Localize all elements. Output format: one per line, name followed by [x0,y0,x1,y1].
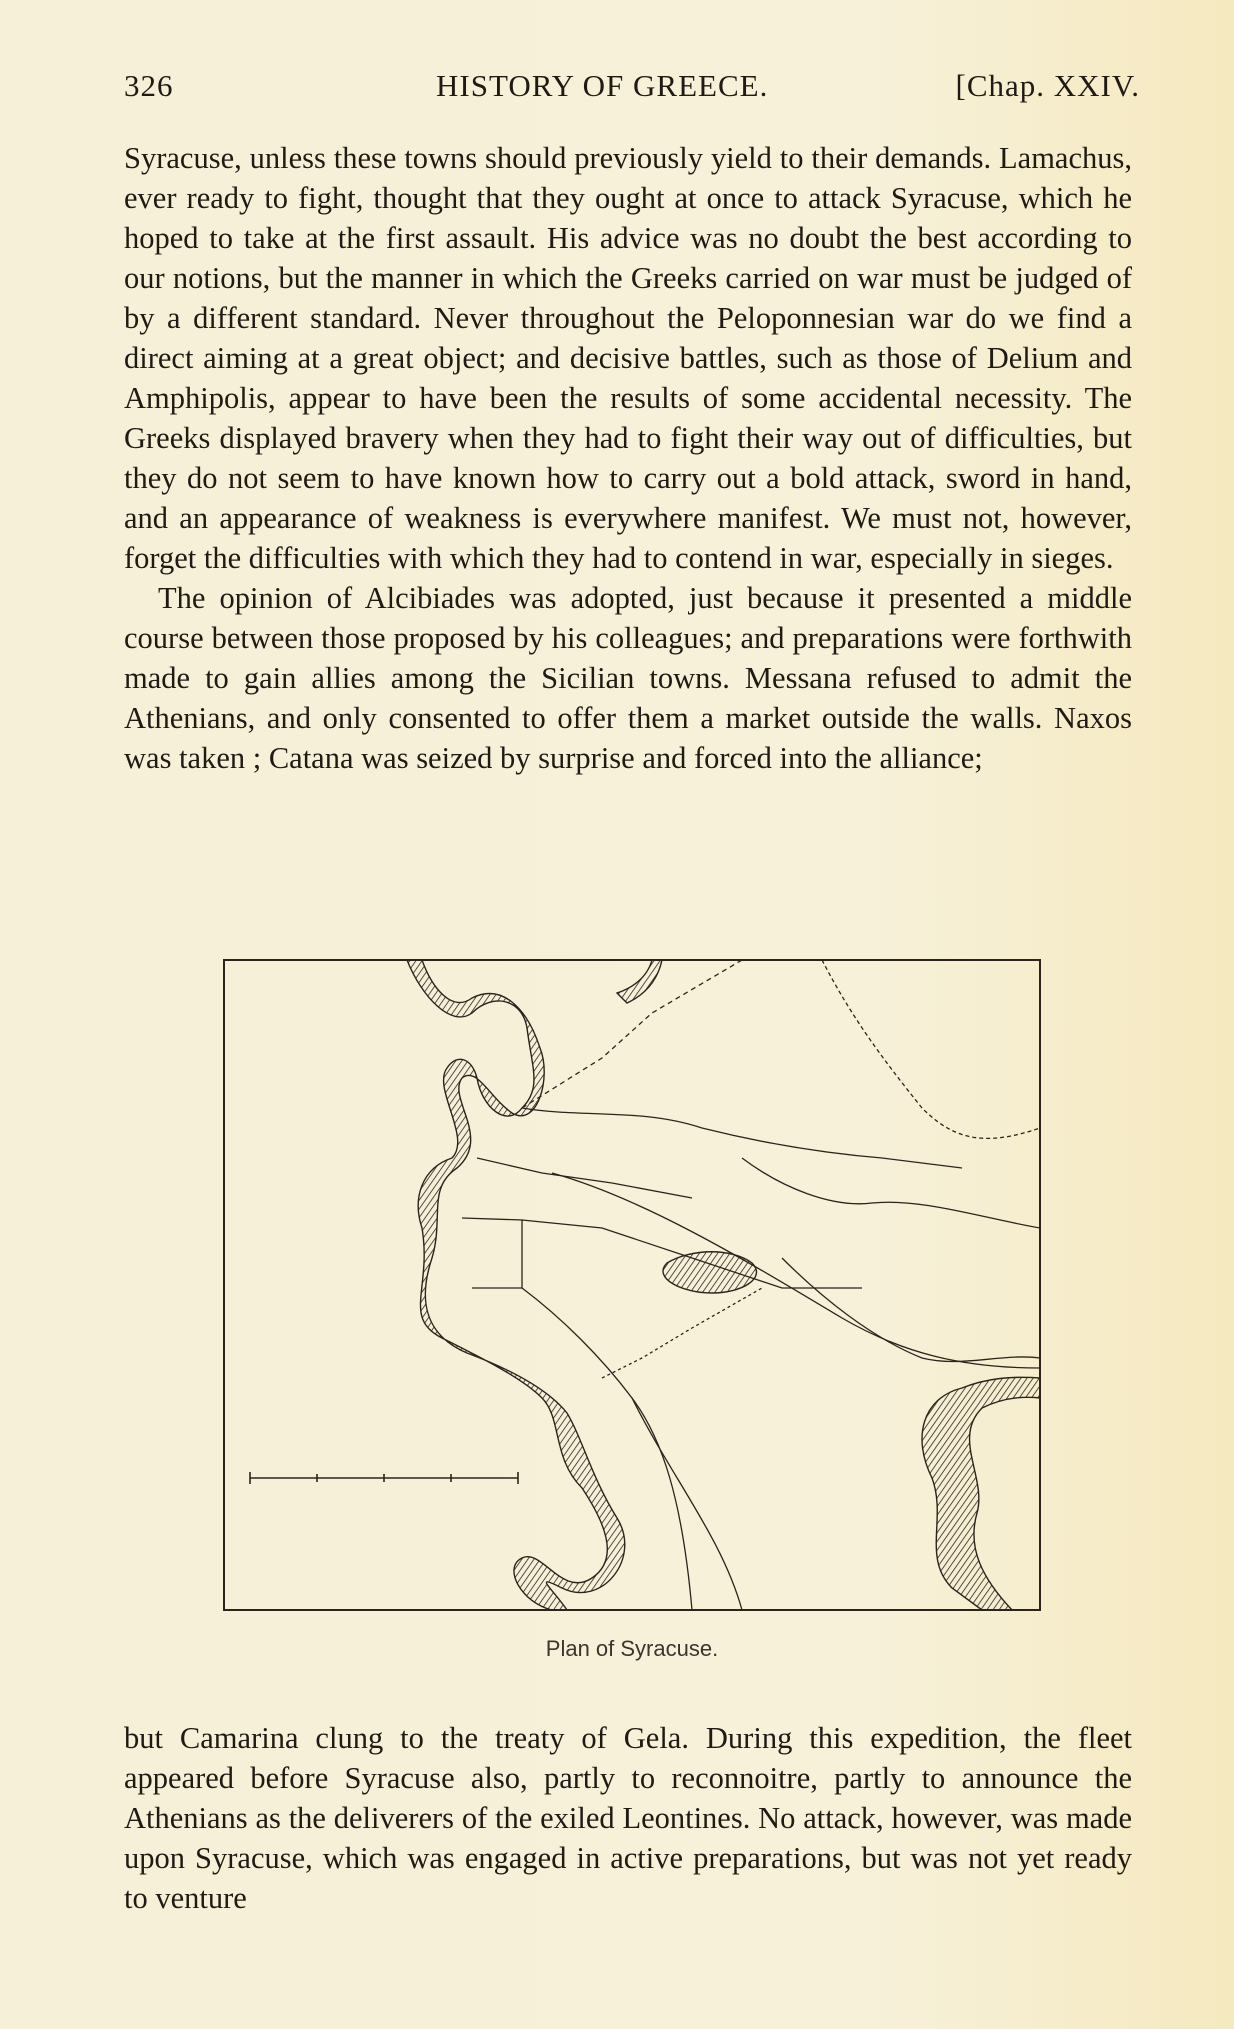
coastline [407,960,1040,1610]
body-text-top [124,138,1132,778]
paragraph: Syracuse, unless these towns should previously yield to their demands. Lamachus, ever ready to fight, thought that they ought at once to attack Syracuse, which he hoped to take at the first assault. His advice was no doubt the best according to our notions, but the manner in which the Greeks carried on war must be judged of by a different standard. Never throughout the Peloponnesian war do we find a direct aiming at a great object; and decisive battles, such as those of Delium and Amphipolis, appear to have been the results of some accidental necessity. The Greeks displayed bravery when they had to fight their way out of difficulties, but they do not seem to have known how to carry out a bold attack, sword in hand, and an appearance of weakness is everywhere manifest. We must not, however, forget the difficulties with which they had to contend in war, especially in sieges. [124,141,1132,575]
running-title: HISTORY OF GREECE. [436,68,769,103]
body-text-bottom [124,1718,1132,1918]
scale-bar [250,1472,518,1484]
map-frame [224,960,1040,1610]
chapter-label: [Chap. XXIV. [955,68,1140,103]
paragraph: but Camarina clung to the treaty of Gela. During this expedition, the fleet appeared before Syracuse also, partly to reconnoitre, partly to announce the Athenians as the deliverers of the exiled Leontines. No attack, however, was made upon Syracuse, which was engaged in active preparations, but was not yet ready to venture [124,1721,1132,1915]
plan-of-syracuse-map [222,958,1042,1618]
paragraph: The opinion of Alcibiades was adopted, just because it presented a middle course between those proposed by his colleagues; and preparations were forthwith made to gain allies among the Sicilian towns. Messana refused to admit the Athenians, and only consented to offer them a market outside the walls. Naxos was taken ; Catana was seized by surprise and forced into the alliance; [124,581,1132,775]
figure-caption: Plan of Syracuse. [545,1636,719,1661]
page-number: 326 [124,68,174,103]
running-header [124,68,1140,112]
map-figure [222,958,1042,1618]
